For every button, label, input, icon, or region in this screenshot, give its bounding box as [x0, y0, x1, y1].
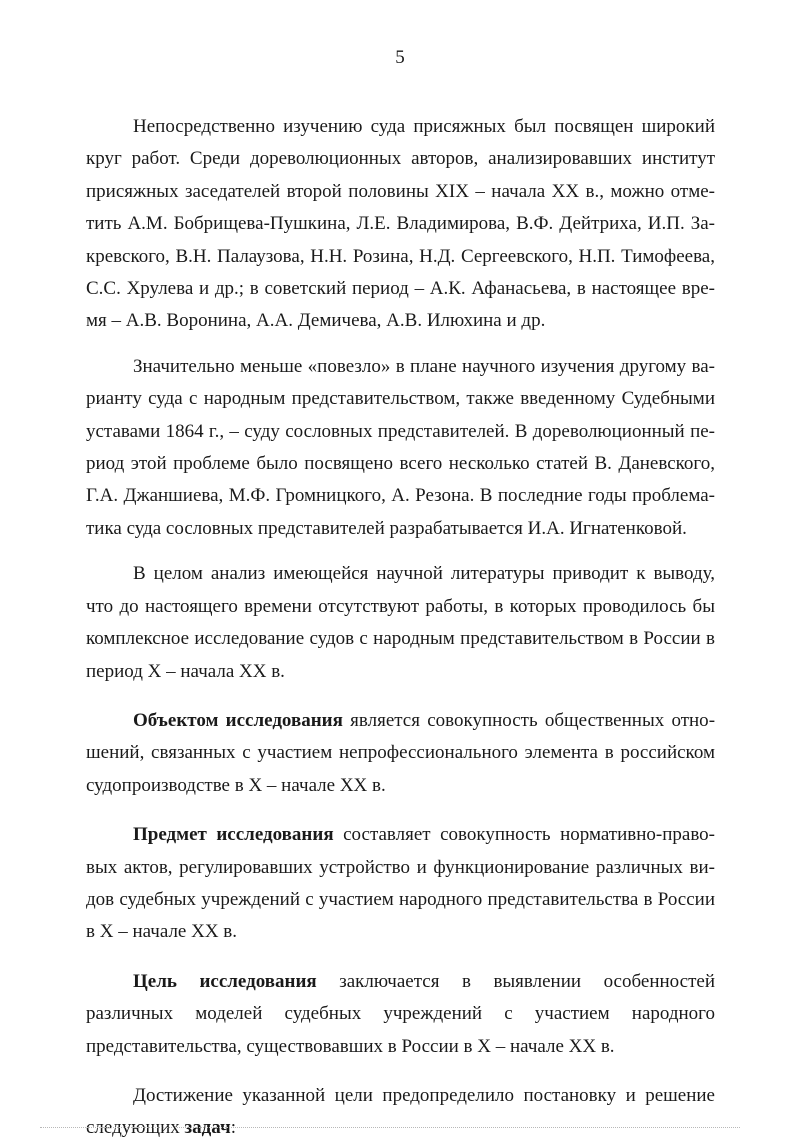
research-tasks-text: Достижение указанной цели предопределило постановку и решение следующих	[86, 1084, 715, 1139]
page-bottom-edge	[40, 1127, 740, 1128]
research-subject-text: составляет совокупность нормативно-правовых актов, регулировавших устройство и функционирование различных видов судебных учреждений с участием народного представительства в России в X – начале XX в.	[86, 824, 715, 943]
paragraph-research-goal	[86, 966, 715, 1063]
research-object-term: Объектом исследования	[133, 709, 343, 731]
page-number: 5	[395, 47, 405, 68]
paragraph-literature-estate: Значительно меньше «повезло» в плане научного изучения другому варианту суда с народным представительством, также введенному Судебными уставами 1864 г., – суду сословных представителей. В дореволюционный период этой проблеме было посвящено всего несколько статей В. Даневского, Г.А. Джаншиева, М.Ф. Громницкого, А. Резона. В последние годы проблематика суда сословных представителей разрабатывается И.А. Игнатенковой.	[86, 355, 715, 539]
research-goal-term: Цель исследования	[133, 970, 317, 992]
research-object-text: является совокупность общественных отношений, связанных с участием непрофессионального элемента в российском судопроизводстве в X – начале XX в.	[86, 709, 716, 796]
paragraph-literature-conclusion: В целом анализ имеющейся научной литературы приводит к выводу, что до настоящего времени отсутствуют работы, в которых проводилось бы комплексное исследование судов с народным представительством в России в период X – начала XX в.	[86, 563, 715, 682]
paragraph-literature-jury: Непосредственно изучению суда присяжных был посвящен широкий круг работ. Среди дореволюционных авторов, анализировавших институт присяжных заседателей второй половины XIX – начала XX в., можно отметить А.М. Бобрищева-Пушкина, Л.Е. Владимирова, В.Ф. Дейтриха, И.П. Закревского, В.Н. Палаузова, Н.Н. Розина, Н.Д. Сергеевского, Н.П. Тимофеева, С.С. Хрулева и др.; в советский период – А.К. Афанасьева, в настоящее время – А.В. Воронина, А.А. Демичева, А.В. Илюхина и др.	[86, 116, 715, 332]
paragraph-research-subject	[86, 819, 715, 949]
research-tasks-colon: :	[230, 1117, 236, 1139]
research-goal-text: заключается в выявлении особенностей различных моделей судебных учреждений с участием народного представительства, существовавших в России в X – начале XX в.	[86, 970, 715, 1057]
paragraph-research-object	[86, 705, 715, 802]
paragraph-research-tasks	[86, 1080, 715, 1145]
document-body	[86, 111, 715, 1145]
research-tasks-term: задач	[184, 1117, 231, 1139]
research-subject-term: Предмет исследования	[133, 824, 334, 846]
